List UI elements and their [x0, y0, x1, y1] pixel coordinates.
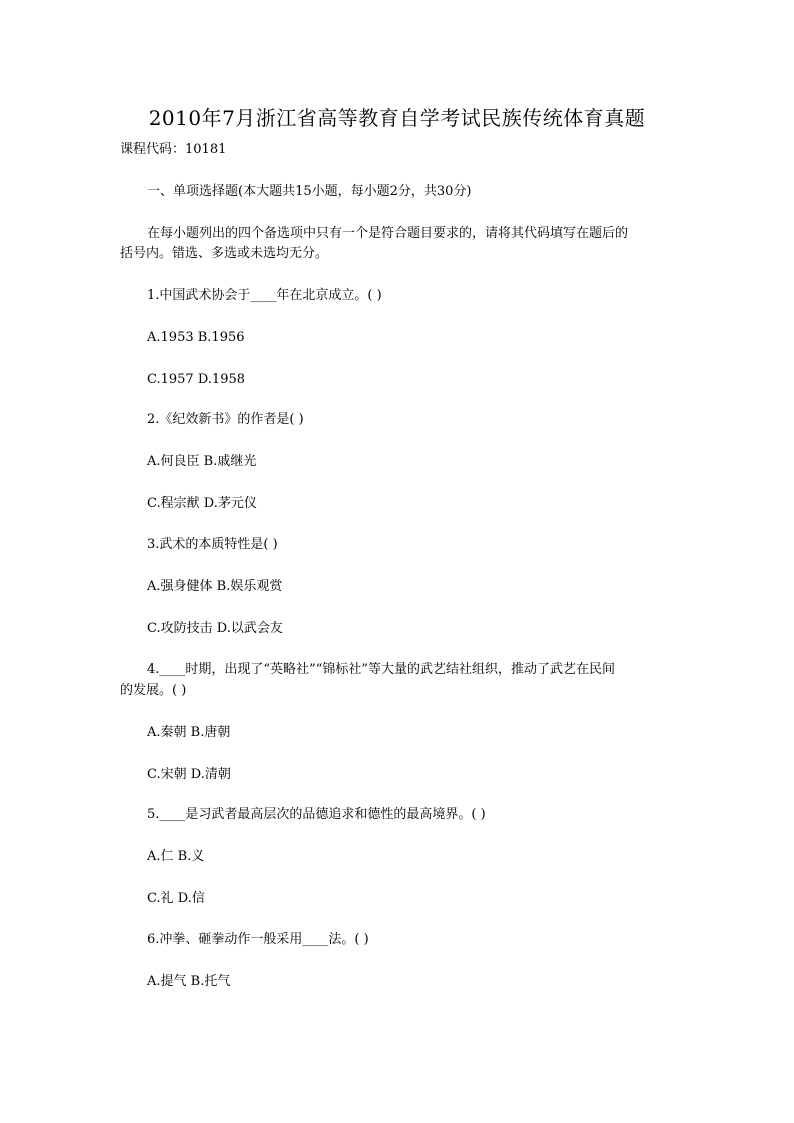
question-options: A.仁 B.义: [147, 849, 205, 864]
question-options: A.1953 B.1956: [147, 330, 245, 345]
question-options: C.程宗猷 D.茅元仪: [147, 496, 257, 511]
question-stem: 3.武术的本质特性是( ): [147, 537, 278, 552]
question-options: C.礼 D.信: [147, 891, 205, 906]
instruction-text: 括号内。错选、多选或未选均无分。: [120, 246, 329, 261]
question-stem: 6.冲拳、砸拳动作一般采用____法。( ): [147, 932, 369, 947]
question-options: C.攻防技击 D.以武会友: [147, 621, 283, 636]
page-title: 2010年7月浙江省高等教育自学考试民族传统体育真题: [148, 106, 646, 130]
question-stem: 2.《纪效新书》的作者是( ): [147, 412, 304, 427]
question-stem: 1.中国武术协会于____年在北京成立。( ): [147, 288, 382, 303]
question-stem-continued: 的发展。( ): [120, 683, 187, 698]
instruction-text: 在每小题列出的四个备选项中只有一个是符合题目要求的，请将其代码填写在题后的: [147, 226, 629, 241]
question-options: C.1957 D.1958: [147, 372, 246, 387]
question-stem: 5.____是习武者最高层次的品德追求和德性的最高境界。( ): [147, 807, 486, 822]
question-stem: 4.____时期，出现了“英略社”“锦标社”等大量的武艺结社组织，推动了武艺在民间: [147, 662, 615, 677]
question-options: A.强身健体 B.娱乐观赏: [147, 579, 283, 594]
question-options: A.何良臣 B.戚继光: [147, 454, 257, 469]
question-options: A.提气 B.托气: [147, 974, 231, 989]
question-options: A.秦朝 B.唐朝: [147, 725, 231, 740]
section-heading: 一、单项选择题(本大题共15小题，每小题2分，共30分): [147, 184, 472, 199]
question-options: C.宋朝 D.清朝: [147, 767, 231, 782]
course-code: 课程代码：10181: [120, 142, 227, 157]
